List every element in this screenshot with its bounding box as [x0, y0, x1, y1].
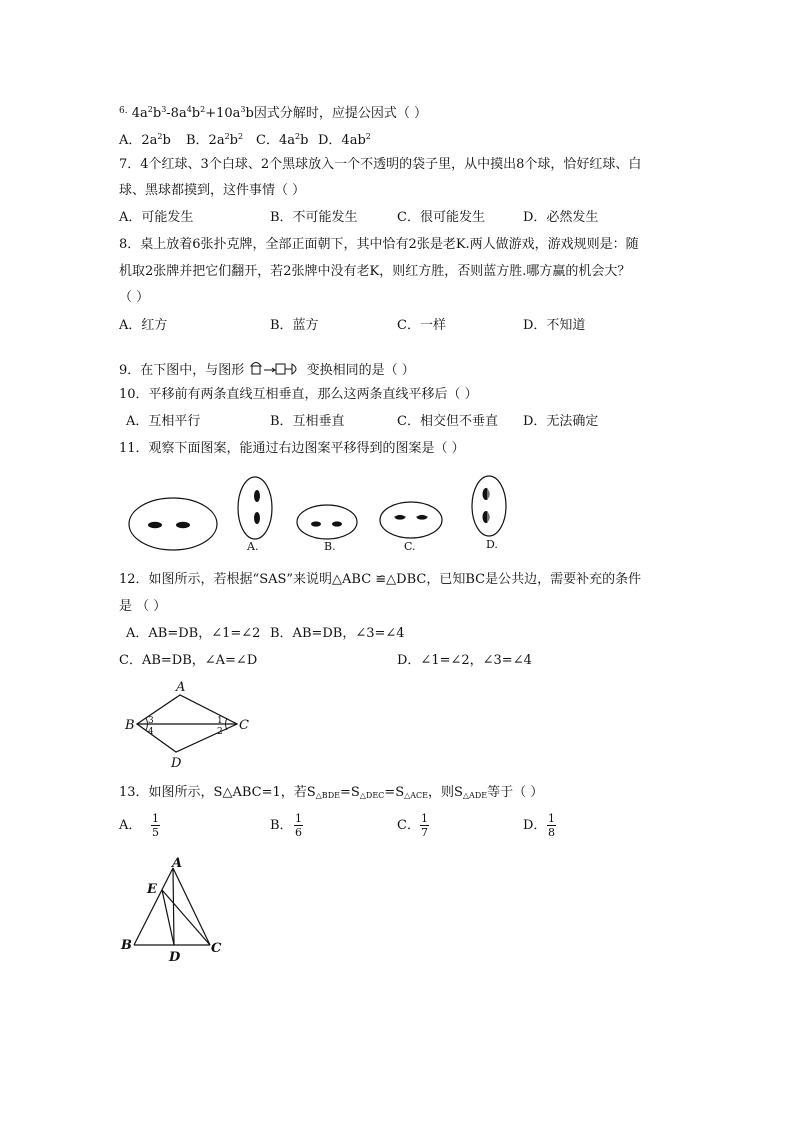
- q9-stem: [119, 358, 415, 380]
- q6-option-c[interactable]: [256, 128, 308, 150]
- q12-line1: 12．如图所示，若根据“SAS”来说明△ABC ≌△DBC，已知BC是公共边，需要补充的条件: [119, 572, 642, 587]
- q12-option-d[interactable]: D．∠1=∠2，∠3=∠4: [397, 653, 532, 668]
- q10-option-d[interactable]: D．无法确定: [523, 414, 599, 429]
- q6-term: -8a: [166, 106, 187, 121]
- q10-line1: 10．平移前有两条直线互相垂直，那么这两条直线平移后（ ）: [119, 387, 478, 402]
- q12-option-a[interactable]: A．AB=DB，∠1=∠2: [126, 626, 261, 641]
- q13-option-d-fraction: [547, 812, 556, 839]
- fraction-numerator: 1: [548, 812, 555, 825]
- q12-figure: [120, 676, 260, 770]
- option-exp: 2: [238, 132, 244, 141]
- q10-option-b[interactable]: B．互相垂直: [270, 414, 345, 429]
- q6-term: b: [152, 106, 162, 121]
- q6-exp: 2: [200, 105, 206, 114]
- option-label: A．2a: [119, 133, 158, 148]
- q13-label-e: E: [147, 882, 157, 897]
- q11-option-d-shape[interactable]: [472, 476, 506, 536]
- q11-line1: 11．观察下面图案，能通过右边图案平移得到的图案是（ ）: [119, 441, 465, 456]
- q6-term: +10a: [205, 106, 241, 121]
- q13-text: =S: [384, 785, 405, 800]
- q8-option-d[interactable]: D．不知道: [523, 318, 586, 333]
- option-label: D．4ab: [318, 133, 366, 148]
- q13-sub: △ADE: [462, 791, 488, 800]
- option-label: B．2a: [186, 133, 225, 148]
- q13-label-d: D: [169, 950, 181, 965]
- option-label: C．4a: [256, 133, 295, 148]
- q9-text-post: 变换相同的是（ ）: [306, 363, 415, 378]
- q9-transform-figure: [248, 358, 302, 378]
- q11-label-a: A.: [247, 540, 259, 553]
- q13-label-a: A: [172, 856, 183, 871]
- q11-original-shape: [129, 498, 217, 550]
- option-label: B．: [270, 818, 293, 833]
- fraction-numerator: 1: [152, 812, 159, 825]
- q12-angle-3: 3: [148, 716, 154, 726]
- q13-text: =S: [339, 785, 360, 800]
- q6-number: 6.: [119, 106, 128, 116]
- q6-exp: 3: [240, 105, 246, 114]
- q12-angle-1: 1: [217, 716, 223, 726]
- q6-exp: 4: [186, 105, 192, 114]
- q7-option-b[interactable]: B．不可能发生: [270, 210, 358, 225]
- q7-line1: 7．4个红球、3个白球、2个黑球放入一个不透明的袋子里，从中摸出8个球，恰好红球、白: [119, 157, 642, 172]
- q12-label-d: D: [171, 756, 182, 770]
- option-tail: b: [229, 133, 238, 148]
- q11-option-c-shape[interactable]: [380, 502, 442, 538]
- q6-term: b因式分解时，应提公因式（ ）: [245, 106, 427, 121]
- option-tail: b: [162, 133, 171, 148]
- q13-sub: △ACE: [404, 791, 428, 800]
- option-exp: 2: [294, 132, 301, 141]
- q13-option-c[interactable]: [397, 817, 420, 835]
- q6-term: 4a: [131, 106, 148, 121]
- q13-option-b-fraction: [294, 812, 303, 839]
- option-tail: b: [300, 133, 309, 148]
- q12-angle-2: 2: [217, 727, 223, 737]
- q13-text: 13．如图所示，S△ABC=1，若S: [119, 785, 316, 800]
- q8-option-c[interactable]: C．一样: [397, 318, 446, 333]
- q13-sub: △DEC: [359, 791, 385, 800]
- q11-option-a-shape[interactable]: [238, 477, 272, 539]
- q11-option-b-shape[interactable]: [297, 505, 357, 539]
- q7-option-a[interactable]: A．可能发生: [119, 210, 194, 225]
- q7-option-d[interactable]: D．必然发生: [523, 210, 599, 225]
- q6-stem: [119, 101, 427, 123]
- q13-text: 等于（ ）: [487, 785, 544, 800]
- option-label: D．: [523, 818, 547, 833]
- q9-text-pre: 9．在下图中，与图形: [119, 363, 245, 378]
- q13-stem: [119, 784, 543, 805]
- q10-option-c[interactable]: C．相交但不垂直: [397, 414, 498, 429]
- q12-option-b[interactable]: B．AB=DB，∠3=∠4: [270, 626, 405, 641]
- option-label: C．: [397, 818, 420, 833]
- option-exp: 2: [365, 132, 371, 141]
- option-exp: 2: [224, 132, 230, 141]
- q13-option-a[interactable]: [119, 817, 141, 835]
- q12-line2: 是 （ ）: [119, 599, 167, 614]
- fraction-numerator: 1: [295, 812, 302, 825]
- q13-option-d[interactable]: [523, 817, 546, 835]
- q13-label-b: B: [121, 938, 132, 953]
- q7-option-c[interactable]: C．很可能发生: [397, 210, 485, 225]
- q11-figures: [120, 470, 540, 560]
- fraction-denominator: 5: [152, 826, 159, 839]
- q8-line2: 机取2张牌并把它们翻开，若2张牌中没有老K，则红方胜，否则蓝方胜.哪方赢的机会大？: [119, 264, 631, 279]
- fraction-denominator: 8: [548, 826, 555, 839]
- q6-option-a[interactable]: [119, 128, 171, 150]
- q13-sub: △BDE: [315, 791, 340, 800]
- q7-line2: 球、黑球都摸到，这件事情（ ）: [119, 183, 306, 198]
- option-label: A．: [119, 818, 142, 833]
- option-exp: 2: [157, 132, 163, 141]
- q13-label-c: C: [211, 941, 222, 956]
- q8-line1: 8．桌上放着6张扑克牌，全部正面朝下，其中恰有2张是老K.两人做游戏，游戏规则是：随: [119, 237, 639, 252]
- fraction-numerator: 1: [421, 812, 428, 825]
- q12-label-a: A: [176, 680, 186, 695]
- q8-option-a[interactable]: A．红方: [119, 318, 168, 333]
- q13-option-c-fraction: [420, 812, 429, 839]
- q13-text: ，则S: [428, 785, 463, 800]
- q12-angle-4: 4: [148, 727, 154, 737]
- q13-option-b[interactable]: [270, 817, 293, 835]
- q6-option-d[interactable]: [318, 128, 371, 150]
- q13-figure: [118, 855, 238, 965]
- fraction-denominator: 6: [295, 826, 302, 839]
- q11-label-b: B.: [324, 540, 336, 553]
- q11-label-c: C.: [404, 540, 416, 553]
- q11-label-d: D.: [486, 538, 498, 551]
- q10-option-a[interactable]: A．互相平行: [126, 414, 201, 429]
- q12-label-c: C: [239, 718, 249, 733]
- q12-label-b: B: [125, 718, 135, 733]
- q6-exp: 2: [147, 105, 153, 114]
- q6-term: b: [191, 106, 201, 121]
- q12-option-c[interactable]: C．AB=DB，∠A=∠D: [119, 653, 258, 668]
- q6-option-b[interactable]: [186, 128, 243, 150]
- q6-exp: 3: [161, 105, 167, 114]
- fraction-denominator: 7: [421, 826, 428, 839]
- q13-option-a-fraction: [151, 812, 160, 839]
- q8-option-b[interactable]: B．蓝方: [270, 318, 319, 333]
- q8-line3: （ ）: [119, 290, 150, 305]
